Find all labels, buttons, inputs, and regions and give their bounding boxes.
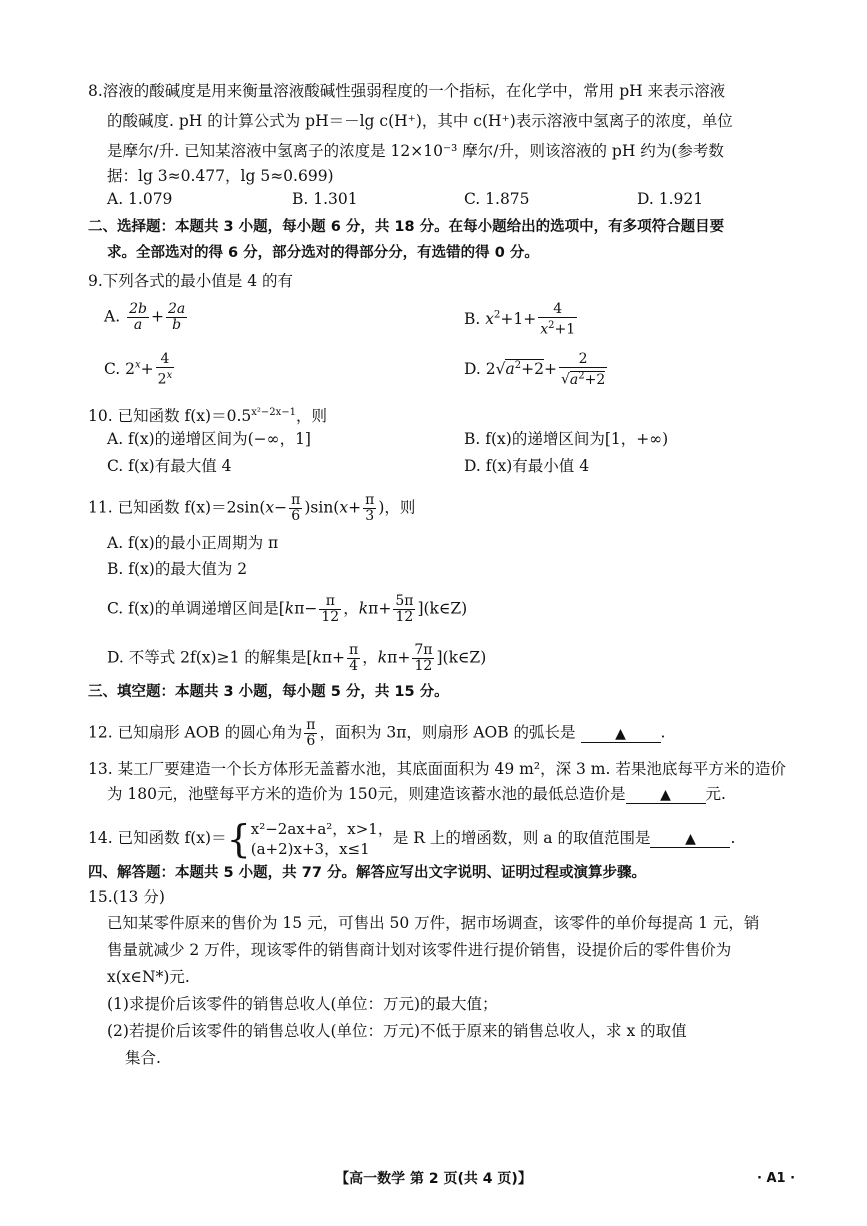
q13-line2-prefix: 为 180元，池壁每平方米的造价为 150元，则建造该蓄水池的最低总造价是 <box>107 785 626 803</box>
q10-stem-exponent: x²−2x−1 <box>251 407 297 418</box>
fraction: $\frac{2b}{a}$ <box>129 301 147 333</box>
q15-header: 15.(13 分) <box>88 888 165 906</box>
q10-option-c: C. f(x)有最大值 4 <box>107 457 232 475</box>
q9-option-a-label: A. <box>104 307 121 326</box>
fraction: $\frac{4}{x^2+1}$ <box>540 301 576 338</box>
fraction: $\frac{\pi}{6}$ <box>291 492 301 524</box>
q8-option-a: A. 1.079 <box>107 190 173 208</box>
q11-option-d-prefix: D. 不等式 2f(x)≥1 的解集是 <box>107 648 307 667</box>
answer-blank[interactable] <box>650 830 730 848</box>
q15-part1: (1)求提价后该零件的销售总收人(单位：万元)的最大值； <box>107 995 498 1013</box>
q8-line3: 是摩尔/升. 已知某溶液中氢离子的浓度是 12×10⁻³ 摩尔/升，则该溶液的 pH 约为(参考数 <box>107 142 724 160</box>
triangle-icon: ▲ <box>615 725 626 742</box>
q8-option-d: D. 1.921 <box>637 190 704 208</box>
fraction: $\frac{7\pi}{12}$ <box>414 642 433 674</box>
q9-option-b-label: B. <box>464 309 481 328</box>
q11-stem-prefix: 11. 已知函数 f(x)＝2sin <box>88 498 260 517</box>
page-footer: 【高一数学 第 2 页(共 4 页)】 <box>335 1171 532 1187</box>
q8-line4: 据：lg 3≈0.477，lg 5≈0.699) <box>107 167 334 185</box>
triangle-icon: ▲ <box>660 787 671 803</box>
q14-suffix: 是 R 上的增函数，则 a 的取值范围是 <box>392 829 651 847</box>
q11-option-b: B. f(x)的最大值为 2 <box>107 560 248 578</box>
fraction: $\frac{\pi}{3}$ <box>365 492 375 524</box>
answer-blank[interactable] <box>626 786 706 804</box>
q10-stem <box>88 402 327 427</box>
q11-stem: 11. 已知函数 f(x)＝2sin(x− $\frac{\pi}{6}$ )sin(x+ $\frac{\pi}{3}$ )，则 <box>88 492 416 524</box>
q14 <box>88 816 735 860</box>
q11-stem-suffix: ，则 <box>384 498 416 517</box>
fraction: $\frac{\pi}{12}$ <box>321 593 340 625</box>
piece-2: (a+2)x+3，x≤1 <box>250 840 370 858</box>
section4-heading: 四、解答题：本题共 5 小题，共 77 分。解答应写出文字说明、证明过程或演算步骤。 <box>88 865 646 881</box>
q8-line1: 8.溶液的酸碱度是用来衡量溶液酸碱性强弱程度的一个指标，在化学中，常用 pH 来表示溶液 <box>88 82 726 100</box>
q12-suffix: . <box>660 723 666 742</box>
q12 <box>88 718 665 749</box>
q9-option-a: A. $\frac{2b}{a}$ + $\frac{2a}{b}$ <box>104 301 186 333</box>
q10-option-d: D. f(x)有最小值 4 <box>464 457 590 475</box>
q11-option-d: D. 不等式 2f(x)≥1 的解集是[kπ+ $\frac{\pi}{4}$ ，kπ+ $\frac{7\pi}{12}$ ](k∈Z) <box>107 642 487 674</box>
triangle-icon: ▲ <box>685 831 696 847</box>
q9-option-c-label: C. <box>104 359 121 378</box>
brace-icon: { <box>226 817 251 861</box>
fraction: $\frac{4}{2^x}$ <box>157 351 173 388</box>
fraction: $\frac{\pi}{4}$ <box>349 642 359 674</box>
fraction: $\frac{2a}{b}$ <box>167 301 186 333</box>
section2-heading-line1: 二、选择题：本题共 3 小题，每小题 6 分，共 18 分。在每小题给出的选项中，有多项符合题目要 <box>88 219 725 235</box>
q9-option-b: B. $x^2+1+$ $\frac{4}{x^2+1}$ <box>464 301 576 338</box>
q15-line3: x(x∈N*)元. <box>107 968 190 986</box>
q8-option-b: B. 1.301 <box>292 190 358 208</box>
q9-stem: 9.下列各式的最小值是 4 的有 <box>88 272 294 290</box>
section2-heading-line2: 求。全部选对的得 6 分，部分选对的得部分分，有选错的得 0 分。 <box>107 245 539 261</box>
q11-k-domain: (k∈Z) <box>442 648 487 667</box>
q9-option-d-label: D. <box>464 359 481 378</box>
q10-stem-suffix: ，则 <box>296 407 328 426</box>
q13-line2 <box>107 783 726 805</box>
q15-line1: 已知某零件原来的售价为 15 元，可售出 50 万件，据市场调查，该零件的单价每提高 1 元，销 <box>107 914 760 932</box>
q15-part2-line1: (2)若提价后该零件的销售总收人(单位：万元)不低于原来的销售总收人，求 x 的取值 <box>107 1022 687 1040</box>
q10-option-a: A. f(x)的递增区间为(−∞，1] <box>107 430 311 448</box>
paper-code: · A1 · <box>757 1171 796 1186</box>
q11-k-domain: (k∈Z) <box>423 599 468 618</box>
q11-option-c: C. f(x)的单调递增区间是[kπ− $\frac{\pi}{12}$ ，kπ+ $\frac{5\pi}{12}$ ](k∈Z) <box>107 593 468 625</box>
fraction: $\frac{\pi}{6}$ <box>306 717 316 749</box>
q15-line2: 售量就减少 2 万件，现该零件的销售商计划对该零件进行提价销售，设提价后的零件售价为 <box>107 941 732 959</box>
q9-option-c: C. $2^x+$ $\frac{4}{2^x}$ <box>104 351 173 388</box>
fraction: $\frac{5\pi}{12}$ <box>395 593 414 625</box>
q10-option-b: B. f(x)的递增区间为[1，+∞) <box>464 430 669 448</box>
q13-line1: 13. 某工厂要建造一个长方体形无盖蓄水池，其底面面积为 49 m²，深 3 m. 若果池底每平方米的造价 <box>88 760 786 778</box>
q8-option-c: C. 1.875 <box>464 190 530 208</box>
q10-stem-prefix: 10. 已知函数 f(x)＝0.5 <box>88 407 252 426</box>
q14-prefix: 14. 已知函数 f(x)＝ <box>88 829 227 847</box>
answer-blank[interactable] <box>581 725 661 743</box>
q13-line2-suffix: 元. <box>705 785 726 803</box>
piece-1: x²−2ax+a²，x>1， <box>250 820 393 838</box>
q11-option-c-prefix: C. f(x)的单调递增区间是 <box>107 599 279 618</box>
q15-part2-line2: 集合. <box>125 1049 161 1067</box>
fraction: $\frac{2}{√a^2+2}$ <box>560 351 606 388</box>
q11-option-a: A. f(x)的最小正周期为 π <box>107 534 279 552</box>
q14-end: . <box>730 829 736 847</box>
q9-option-d: D. $2√a^2+2+$ $\frac{2}{√a^2+2}$ <box>464 351 606 388</box>
section3-heading: 三、填空题：本题共 3 小题，每小题 5 分，共 15 分。 <box>88 684 449 700</box>
q12-middle: ，面积为 3π，则扇形 AOB 的弧长是 <box>319 723 576 742</box>
piecewise-definition <box>251 819 393 859</box>
q12-prefix: 12. 已知扇形 AOB 的圆心角为 <box>88 723 303 742</box>
q8-line2: 的酸碱度. pH 的计算公式为 pH＝－lg c(H⁺)，其中 c(H⁺)表示溶液中氢离子的浓度，单位 <box>107 112 733 130</box>
